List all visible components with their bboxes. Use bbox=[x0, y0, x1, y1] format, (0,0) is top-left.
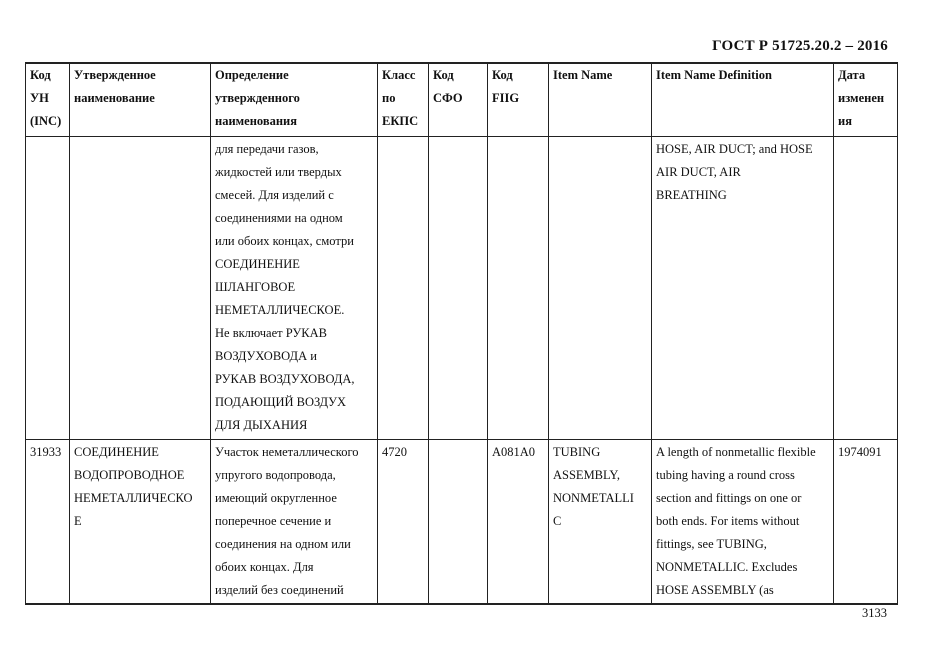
header-cell-change-date: Дата изменен ия bbox=[834, 63, 898, 137]
header-cell-item-definition: Item Name Definition bbox=[652, 63, 834, 137]
header-cell-fiig: Код FIIG bbox=[488, 63, 549, 137]
cell-approved-name bbox=[70, 137, 211, 440]
table-row bbox=[26, 137, 898, 440]
cell-fiig: A081A0 bbox=[488, 440, 549, 604]
cell-class: 4720 bbox=[378, 440, 429, 604]
data-table bbox=[25, 62, 898, 605]
cell-definition: Участок неметаллического упругого водопровода, имеющий округленное поперечное сечение и соединения на одном или обоих концах. Для изделий без соединений bbox=[211, 440, 378, 604]
cell-sfo bbox=[429, 440, 488, 604]
header-cell-class: Класс по ЕКПС bbox=[378, 63, 429, 137]
header-cell-sfo: Код СФО bbox=[429, 63, 488, 137]
page-number: 3133 bbox=[862, 606, 887, 620]
cell-sfo bbox=[429, 137, 488, 440]
cell-class bbox=[378, 137, 429, 440]
cell-change-date: 1974091 bbox=[834, 440, 898, 604]
cell-item-name: TUBING ASSEMBLY, NONMETALLI C bbox=[549, 440, 652, 604]
cell-inc bbox=[26, 137, 70, 440]
cell-change-date bbox=[834, 137, 898, 440]
cell-item-definition: HOSE, AIR DUCT; and HOSE AIR DUCT, AIR BREATHING bbox=[652, 137, 834, 440]
cell-inc: 31933 bbox=[26, 440, 70, 604]
table-row bbox=[26, 440, 898, 604]
header-cell-inc: Код УН (INC) bbox=[26, 63, 70, 137]
header-cell-definition: Определение утвержденного наименования bbox=[211, 63, 378, 137]
header-cell-item-name: Item Name bbox=[549, 63, 652, 137]
cell-fiig bbox=[488, 137, 549, 440]
header-cell-approved-name: Утвержденное наименование bbox=[70, 63, 211, 137]
cell-definition: для передачи газов, жидкостей или твердых смесей. Для изделий с соединениями на одном или обоих концах, смотри СОЕДИНЕНИЕ ШЛАНГОВОЕ НЕМЕТАЛЛИЧЕСКОЕ. Не включает РУКАВ ВОЗДУХОВОДА и РУКАВ ВОЗДУХОВОДА, ПОДАЮЩИЙ ВОЗДУХ ДЛЯ ДЫХАНИЯ bbox=[211, 137, 378, 440]
header-row bbox=[26, 63, 898, 137]
cell-approved-name: СОЕДИНЕНИЕ ВОДОПРОВОДНОЕ НЕМЕТАЛЛИЧЕСКО Е bbox=[70, 440, 211, 604]
cell-item-name bbox=[549, 137, 652, 440]
document-title: ГОСТ Р 51725.20.2 – 2016 bbox=[712, 38, 888, 54]
cell-item-definition: A length of nonmetallic flexible tubing having a round cross section and fittings on one or both ends. For items without fittings, see TUBING, NONMETALLIC. Excludes HOSE ASSEMBLY (as bbox=[652, 440, 834, 604]
